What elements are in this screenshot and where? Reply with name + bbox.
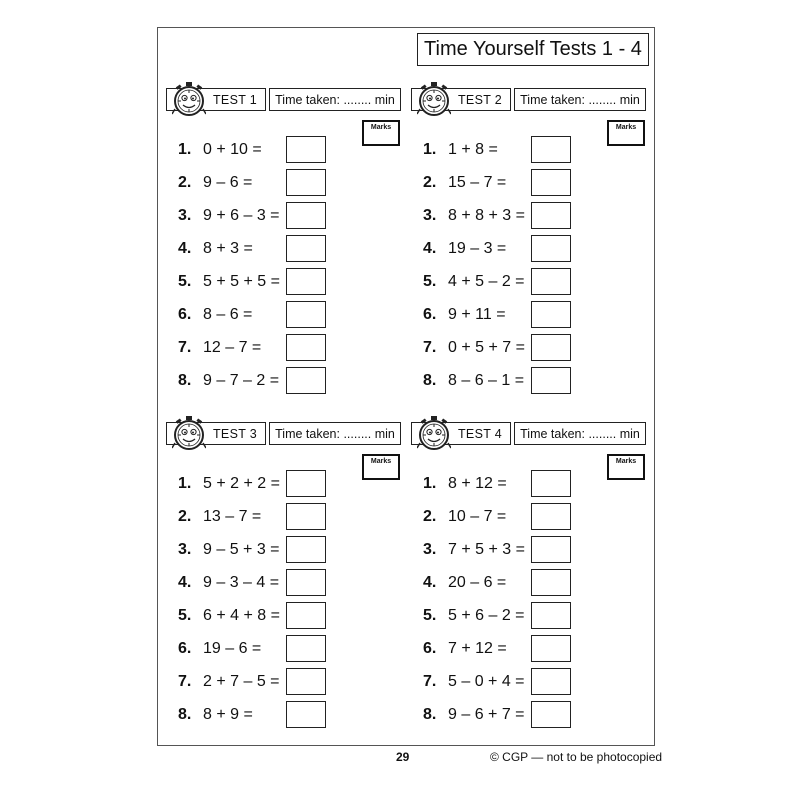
stopwatch-icon <box>172 81 206 117</box>
marks-label: Marks <box>370 124 392 131</box>
question-text: 10 – 7 = <box>448 508 507 525</box>
test-label-text: TEST 3 <box>213 426 257 441</box>
answer-box[interactable] <box>531 301 571 328</box>
time-taken-text: Time taken: ........ min <box>275 426 395 441</box>
answer-box[interactable] <box>531 602 571 629</box>
question-number: 4. <box>423 574 437 591</box>
question-text: 5 + 2 + 2 = <box>203 475 280 492</box>
time-taken-field[interactable] <box>269 422 401 445</box>
question-number: 6. <box>178 640 192 657</box>
question-text: 12 – 7 = <box>203 339 262 356</box>
test-block-1 <box>166 86 406 406</box>
question-number: 5. <box>423 607 437 624</box>
question-text: 8 + 9 = <box>203 706 253 723</box>
copyright-notice: © CGP — not to be photocopied <box>490 750 663 764</box>
question-number: 4. <box>178 574 192 591</box>
question-text: 9 – 5 + 3 = <box>203 541 280 558</box>
question-number: 5. <box>178 273 192 290</box>
question-number: 5. <box>178 607 192 624</box>
question-number: 2. <box>423 174 437 191</box>
question-text: 15 – 7 = <box>448 174 507 191</box>
answer-box[interactable] <box>286 268 326 295</box>
question-text: 9 – 6 + 7 = <box>448 706 525 723</box>
answer-box[interactable] <box>531 235 571 262</box>
question-text: 8 – 6 = <box>203 306 253 323</box>
question-number: 8. <box>423 706 437 723</box>
answer-box[interactable] <box>286 701 326 728</box>
question-number: 7. <box>178 673 192 690</box>
question-text: 9 – 6 = <box>203 174 253 191</box>
question-text: 0 + 5 + 7 = <box>448 339 525 356</box>
question-number: 2. <box>178 508 192 525</box>
question-number: 1. <box>178 141 192 158</box>
answer-box[interactable] <box>531 536 571 563</box>
time-taken-text: Time taken: ........ min <box>275 92 395 107</box>
question-text: 0 + 10 = <box>203 141 262 158</box>
marks-box[interactable] <box>607 454 645 480</box>
test-label-text: TEST 2 <box>458 92 502 107</box>
answer-box[interactable] <box>531 668 571 695</box>
question-number: 6. <box>423 306 437 323</box>
question-text: 19 – 6 = <box>203 640 262 657</box>
question-text: 4 + 5 – 2 = <box>448 273 525 290</box>
question-number: 3. <box>178 207 192 224</box>
test-header <box>411 86 643 114</box>
question-text: 8 + 8 + 3 = <box>448 207 525 224</box>
question-text: 9 + 11 = <box>448 306 506 323</box>
question-text: 8 + 3 = <box>203 240 253 257</box>
answer-box[interactable] <box>531 202 571 229</box>
question-number: 3. <box>423 541 437 558</box>
question-number: 1. <box>178 475 192 492</box>
test-block-4 <box>411 420 651 740</box>
question-text: 2 + 7 – 5 = <box>203 673 280 690</box>
answer-box[interactable] <box>286 334 326 361</box>
question-text: 1 + 8 = <box>448 141 498 158</box>
marks-label: Marks <box>615 458 637 465</box>
question-number: 5. <box>423 273 437 290</box>
question-number: 4. <box>423 240 437 257</box>
answer-box[interactable] <box>531 169 571 196</box>
question-text: 8 – 6 – 1 = <box>448 372 525 389</box>
question-number: 8. <box>178 706 192 723</box>
question-text: 9 – 3 – 4 = <box>203 574 280 591</box>
question-text: 20 – 6 = <box>448 574 507 591</box>
test-header <box>166 420 398 448</box>
answer-box[interactable] <box>286 668 326 695</box>
question-number: 7. <box>423 339 437 356</box>
answer-box[interactable] <box>531 701 571 728</box>
answer-box[interactable] <box>531 136 571 163</box>
test-header <box>166 86 398 114</box>
answer-box[interactable] <box>286 569 326 596</box>
stopwatch-icon <box>417 81 451 117</box>
question-number: 3. <box>423 207 437 224</box>
time-taken-text: Time taken: ........ min <box>520 92 640 107</box>
marks-box[interactable] <box>362 454 400 480</box>
test-block-3 <box>166 420 406 740</box>
question-text: 5 + 5 + 5 = <box>203 273 280 290</box>
answer-box[interactable] <box>531 635 571 662</box>
marks-label: Marks <box>615 124 637 131</box>
question-text: 5 + 6 – 2 = <box>448 607 525 624</box>
answer-box[interactable] <box>531 268 571 295</box>
answer-box[interactable] <box>286 503 326 530</box>
page-title-text: Time Yourself Tests 1 - 4 <box>424 38 642 60</box>
question-number: 7. <box>423 673 437 690</box>
marks-box[interactable] <box>607 120 645 146</box>
question-text: 9 + 6 – 3 = <box>203 207 280 224</box>
question-number: 1. <box>423 475 437 492</box>
stopwatch-icon <box>172 415 206 451</box>
answer-box[interactable] <box>286 635 326 662</box>
time-taken-field[interactable] <box>514 88 646 111</box>
answer-box[interactable] <box>286 367 326 394</box>
question-text: 13 – 7 = <box>203 508 262 525</box>
answer-box[interactable] <box>286 470 326 497</box>
page-number: 29 <box>396 750 410 764</box>
time-taken-field[interactable] <box>269 88 401 111</box>
question-number: 8. <box>178 372 192 389</box>
question-number: 6. <box>423 640 437 657</box>
answer-box[interactable] <box>286 136 326 163</box>
answer-box[interactable] <box>531 569 571 596</box>
answer-box[interactable] <box>286 536 326 563</box>
marks-box[interactable] <box>362 120 400 146</box>
question-number: 2. <box>178 174 192 191</box>
answer-box[interactable] <box>286 602 326 629</box>
question-number: 3. <box>178 541 192 558</box>
question-number: 2. <box>423 508 437 525</box>
question-number: 1. <box>423 141 437 158</box>
question-text: 6 + 4 + 8 = <box>203 607 280 624</box>
answer-box[interactable] <box>531 334 571 361</box>
answer-box[interactable] <box>286 202 326 229</box>
answer-box[interactable] <box>286 169 326 196</box>
question-text: 7 + 5 + 3 = <box>448 541 525 558</box>
answer-box[interactable] <box>286 235 326 262</box>
question-text: 5 – 0 + 4 = <box>448 673 525 690</box>
page-title <box>417 33 649 66</box>
answer-box[interactable] <box>531 367 571 394</box>
time-taken-text: Time taken: ........ min <box>520 426 640 441</box>
test-label-text: TEST 1 <box>213 92 257 107</box>
test-header <box>411 420 643 448</box>
test-label-text: TEST 4 <box>458 426 502 441</box>
answer-box[interactable] <box>531 470 571 497</box>
question-text: 19 – 3 = <box>448 240 507 257</box>
question-text: 9 – 7 – 2 = <box>203 372 280 389</box>
time-taken-field[interactable] <box>514 422 646 445</box>
stopwatch-icon <box>417 415 451 451</box>
question-text: 8 + 12 = <box>448 475 507 492</box>
marks-label: Marks <box>370 458 392 465</box>
test-block-2 <box>411 86 651 406</box>
question-number: 6. <box>178 306 192 323</box>
answer-box[interactable] <box>531 503 571 530</box>
answer-box[interactable] <box>286 301 326 328</box>
question-number: 8. <box>423 372 437 389</box>
question-text: 7 + 12 = <box>448 640 507 657</box>
question-number: 4. <box>178 240 192 257</box>
question-number: 7. <box>178 339 192 356</box>
